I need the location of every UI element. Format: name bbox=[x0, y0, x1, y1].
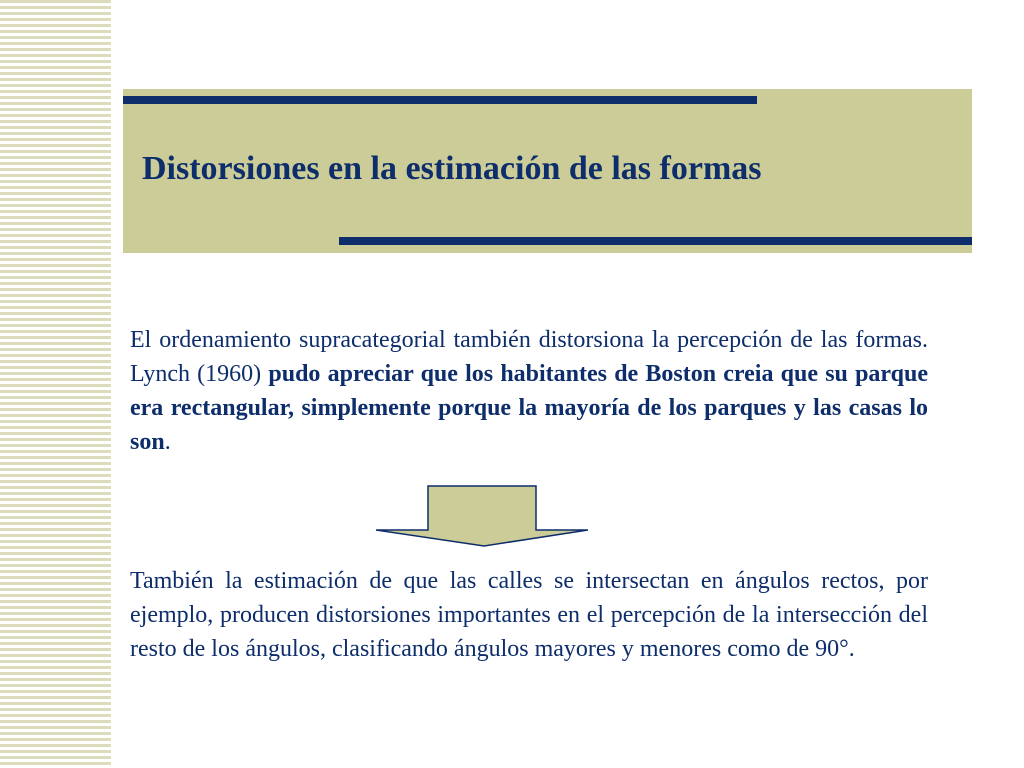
slide-title: Distorsiones en la estimación de las formas bbox=[142, 150, 762, 187]
title-rule-top bbox=[123, 96, 757, 104]
paragraph-angles: También la estimación de que las calles se intersectan en ángulos rectos, por ejemplo, producen distorsiones importantes en el percepción de la intersección del resto de los ángulos, clasificando ángulos mayores y menores como de 90°. bbox=[130, 568, 928, 662]
decorative-stripes bbox=[0, 0, 111, 768]
paragraph-end-text: . bbox=[164, 429, 171, 455]
title-rule-bottom bbox=[339, 237, 972, 245]
paragraph-lead-text: El ordenamiento supracategorial también distorsiona la percepción de las formas. Lynch (1960) bbox=[130, 327, 928, 387]
paragraph-lynch bbox=[130, 323, 928, 459]
arrow-down-icon bbox=[372, 484, 594, 550]
paragraph-bold-text: pudo apreciar que los habitantes de Boston creia que su parque era rectangular, simplemente porque la mayoría de los parques y las casas lo son bbox=[130, 361, 928, 455]
